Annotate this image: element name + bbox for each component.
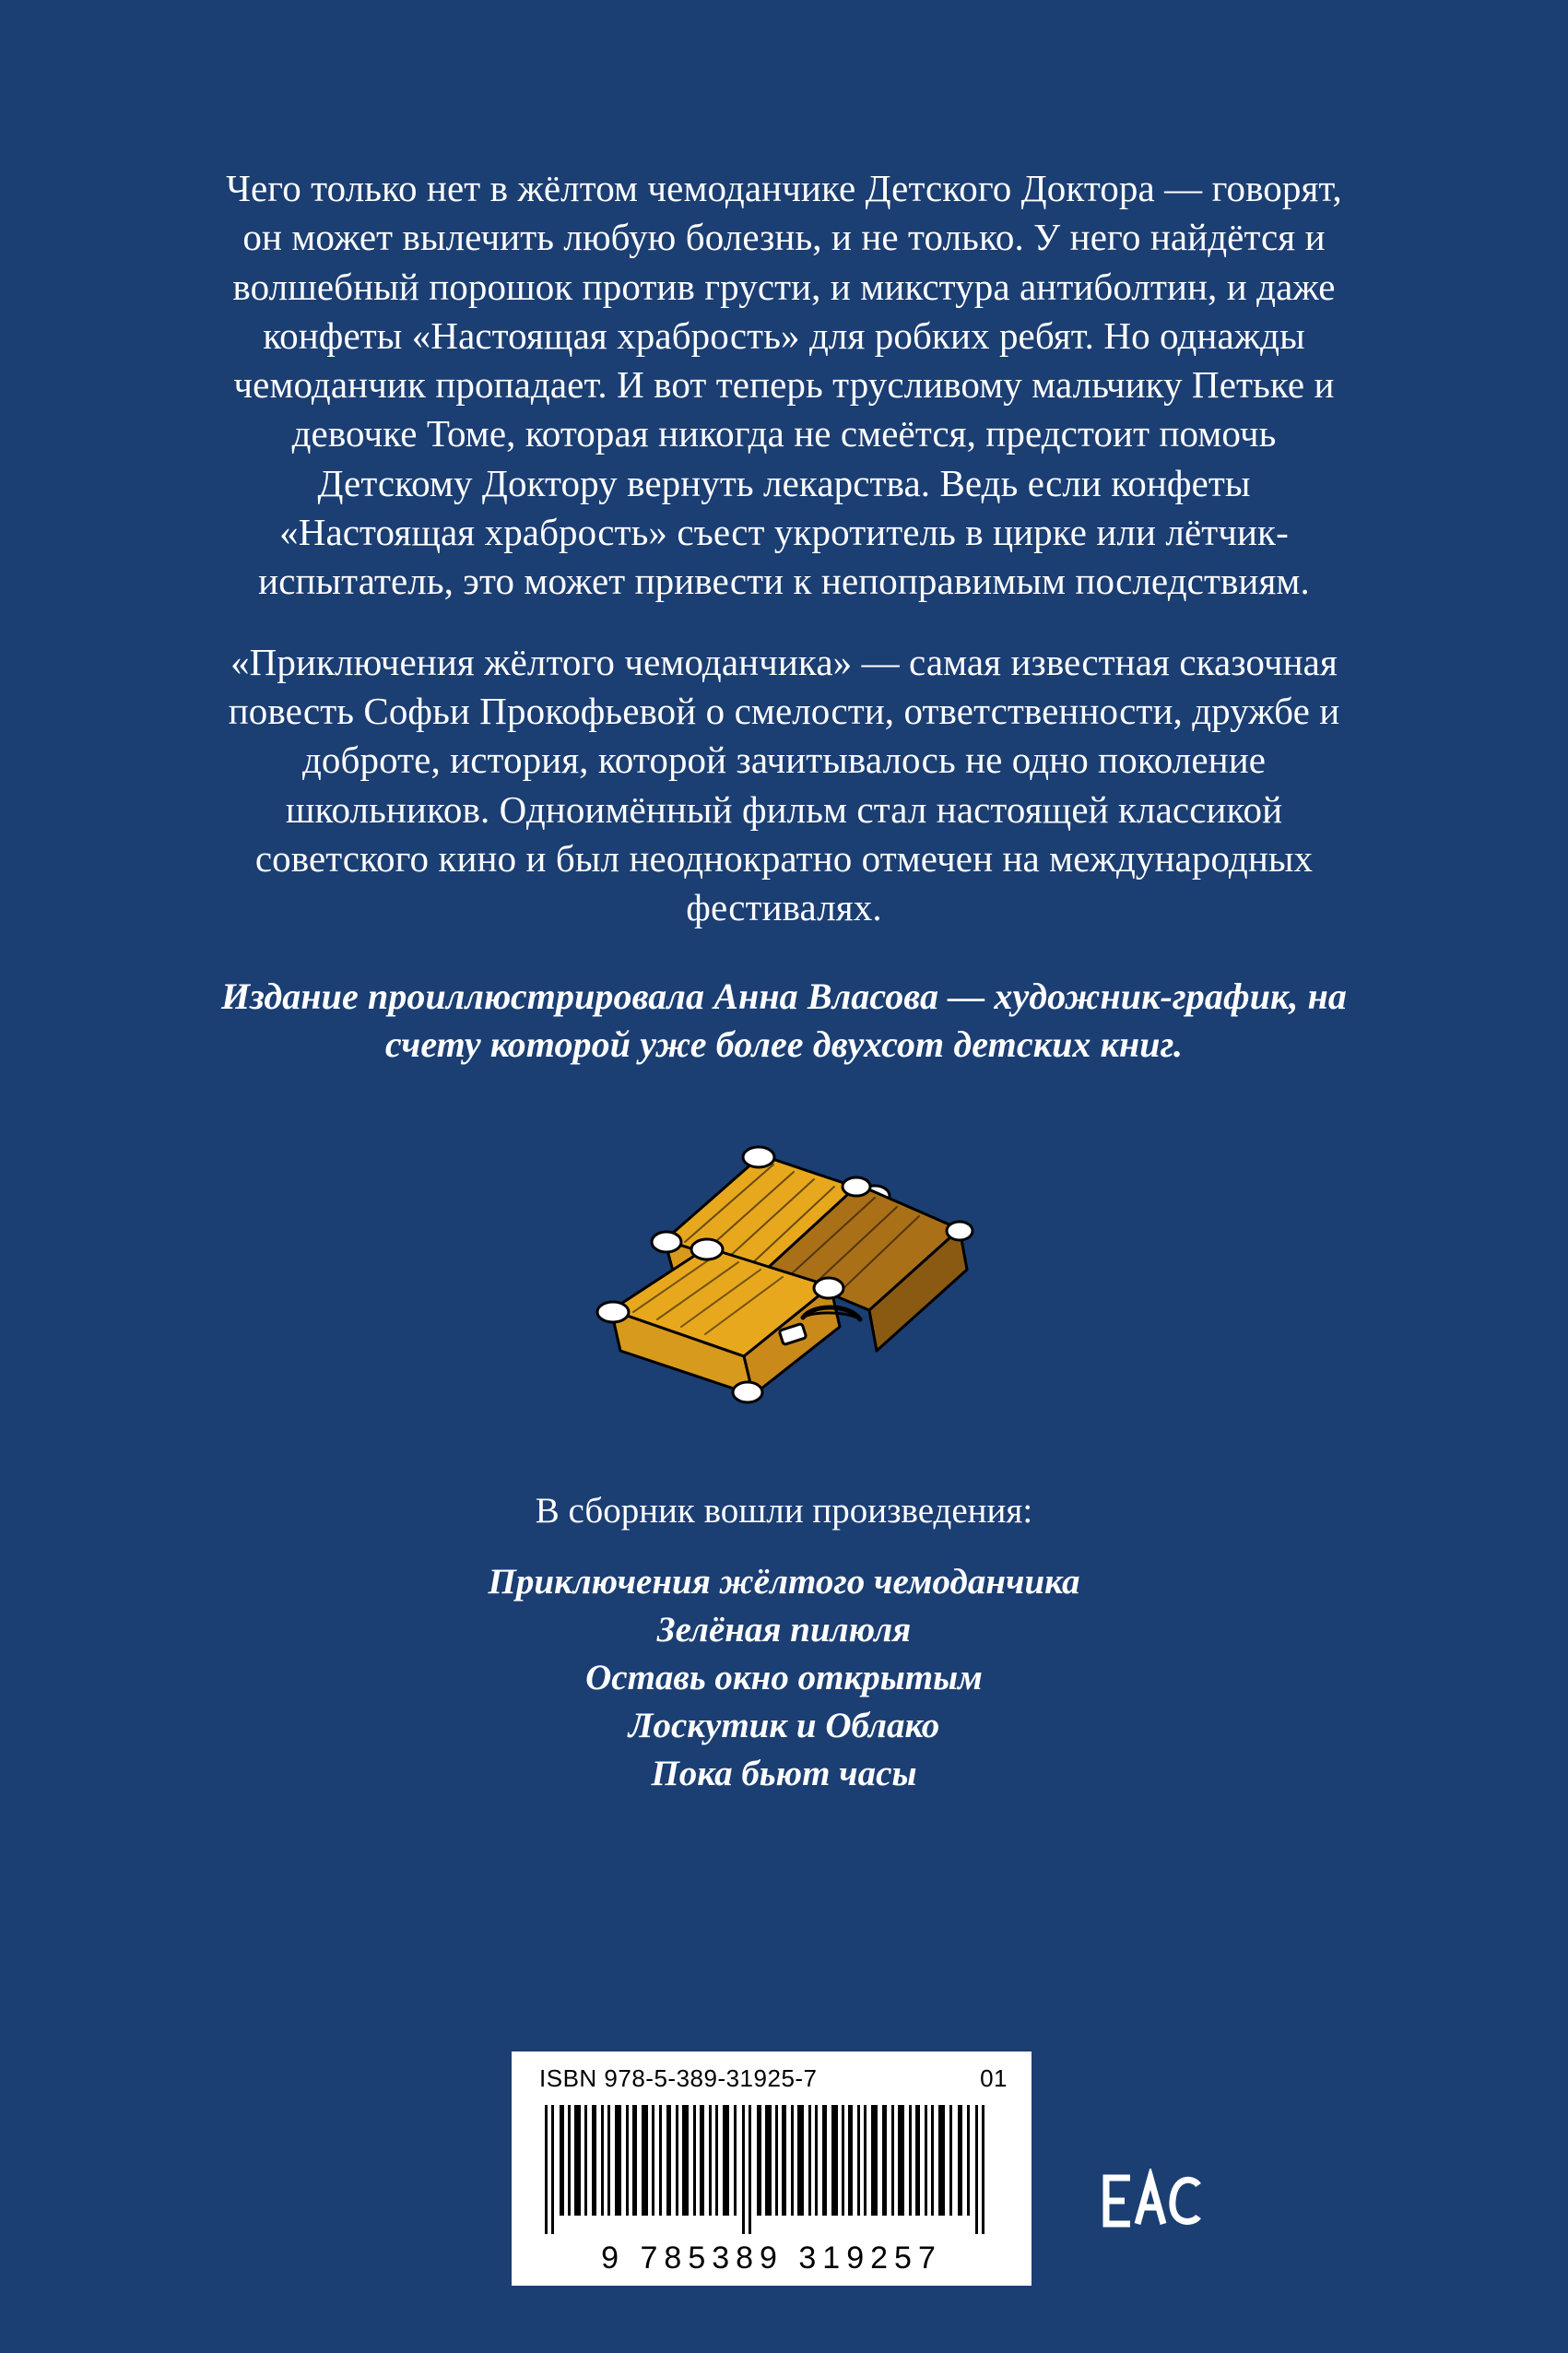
eac-mark-icon bbox=[1097, 2169, 1208, 2233]
blurb-text-block bbox=[218, 164, 1351, 1069]
contents-item: Пока бьют часы bbox=[651, 1753, 917, 1793]
contents-item: Лоскутик и Облако bbox=[628, 1705, 940, 1745]
blurb-paragraph-2: «Приключения жёлтого чемоданчика» — самая известная сказочная повесть Софьи Прокофьевой о смелости, ответственности, дружбе и доброте, история, которой зачитывалось не одно поколение школьников. Одноимённый фильм стал настоящей классикой советского кино и был неоднократно отмечен на международных фестивалях. bbox=[228, 640, 1340, 929]
contents-item: Зелёная пилюля bbox=[656, 1610, 912, 1650]
isbn-label: ISBN 978-5-389-31925-7 bbox=[539, 2064, 818, 2092]
blurb-paragraph-3-illustrator: Издание проиллюстрировала Анна Власова — художник-график, на счету которой уже более двухсот детских книг. bbox=[220, 975, 1348, 1066]
contents-item: Оставь окно открытым bbox=[585, 1657, 983, 1697]
blurb-paragraph-1: Чего только нет в жёлтом чемоданчике Детского Доктора — говорят, он может вылечить любую болезнь, и не только. У него найдётся и волшебный порошок против грусти, и микстура антиболтин, и даже конфеты «Настоящая храбрость» для робких ребят. Но однажды чемоданчик пропадает. И вот теперь трусливому мальчику Петьке и девочке Томе, которая никогда не смеётся, предстоит помочь Детскому Доктору вернуть лекарства. Ведь если конфеты «Настоящая храбрость» съест укротитель в цирке или лётчик-испытатель, это может привести к непоправимым последствиям. bbox=[226, 167, 1342, 603]
contents-block bbox=[489, 1489, 1080, 1797]
contents-item: Приключения жёлтого чемоданчика bbox=[488, 1562, 1080, 1602]
contents-list bbox=[489, 1558, 1080, 1797]
barcode-box bbox=[512, 2051, 1032, 2286]
contents-heading: В сборник вошли произведения: bbox=[535, 1491, 1033, 1531]
barcode-area bbox=[512, 2051, 1055, 2287]
barcode-bars bbox=[541, 2105, 1002, 2234]
barcode-suffix: 01 bbox=[980, 2064, 1008, 2092]
barcode-digits: 9 785389 319257 bbox=[601, 2241, 942, 2276]
yellow-suitcases-illustration bbox=[526, 1129, 1043, 1406]
